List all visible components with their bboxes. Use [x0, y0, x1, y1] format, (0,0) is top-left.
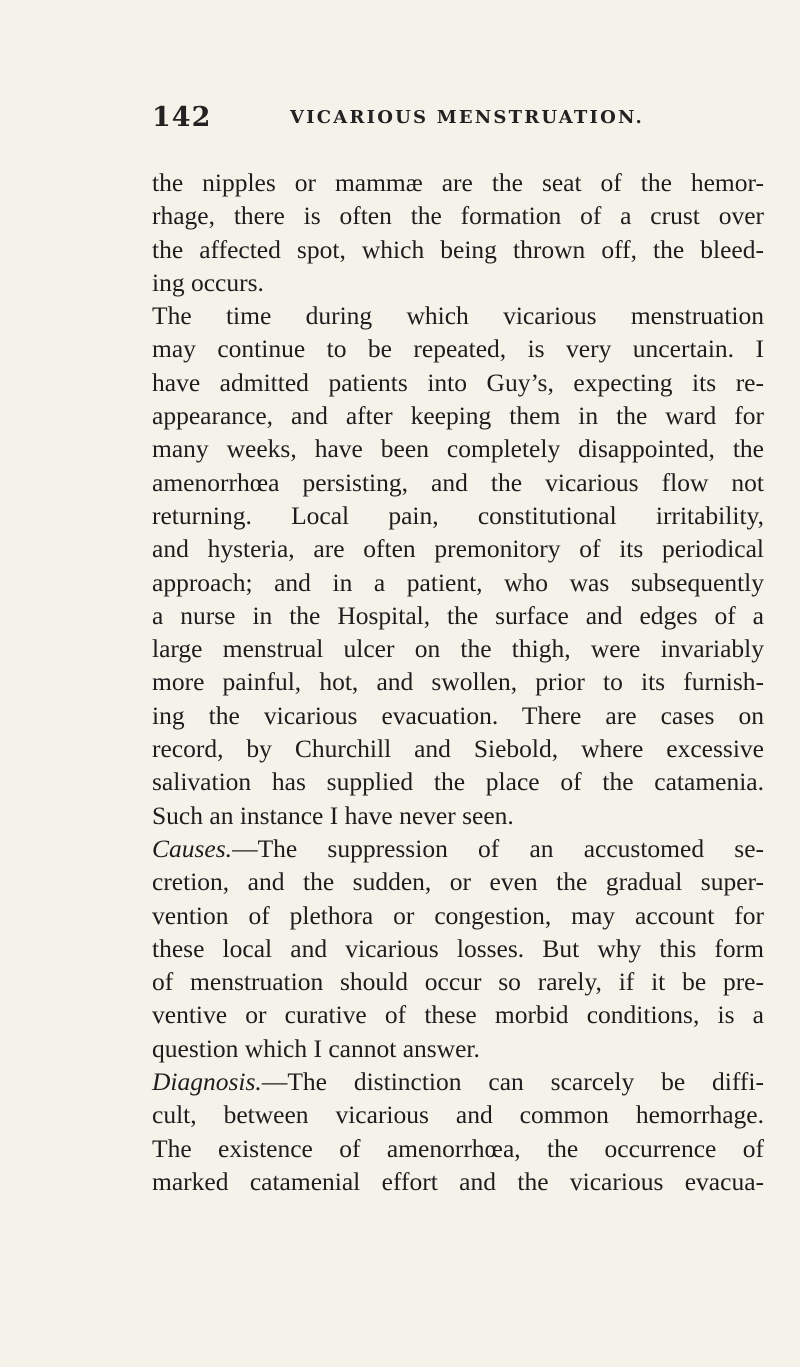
line-text: these local and vicarious losses. But why this form — [152, 933, 764, 963]
text-line — [152, 765, 764, 798]
text-line — [152, 932, 764, 965]
line-text: the nipples or mammæ are the seat of the hemor- — [152, 168, 764, 197]
line-text: approach; and in a patient, who was subsequently — [152, 567, 764, 597]
line-text: question which I cannot answer. — [152, 1033, 480, 1063]
line-text: record, by Churchill and Siebold, where excessive — [152, 734, 764, 764]
line-text: a nurse in the Hospital, the surface and edges of a — [152, 600, 764, 630]
line-text: salivation has supplied the place of the catamenia. — [152, 767, 764, 797]
text-line — [152, 499, 764, 532]
body-text — [152, 166, 764, 1198]
text-line — [152, 832, 764, 865]
text-line — [152, 799, 764, 832]
line-text: The existence of amenorrhœa, the occurrence of — [152, 1133, 764, 1163]
line-text: ing occurs. — [152, 267, 264, 297]
line-text: —The distinction can scarcely be diffi- — [261, 1067, 764, 1097]
line-text: appearance, and after keeping them in the ward for — [152, 401, 764, 431]
line-text: large menstrual ulcer on the thigh, were invariably — [152, 634, 764, 664]
text-line — [152, 1165, 764, 1198]
text-line — [152, 332, 764, 365]
text-line — [152, 699, 764, 732]
line-text: many weeks, have been completely disappointed, the — [152, 434, 764, 464]
text-line — [152, 432, 764, 465]
line-text: more painful, hot, and swollen, prior to its furnish- — [152, 667, 764, 697]
text-line — [152, 366, 764, 399]
text-line — [152, 998, 764, 1031]
text-line — [152, 233, 764, 266]
running-head: VICARIOUS MENSTRUATION. — [290, 107, 644, 128]
text-line — [152, 532, 764, 565]
line-text: Such an instance I have never seen. — [152, 800, 514, 830]
line-text: cult, between vicarious and common hemorrhage. — [152, 1100, 764, 1130]
line-text: marked catamenial effort and the vicarious evacua- — [152, 1166, 764, 1196]
line-text: the affected spot, which being thrown off, the bleed- — [152, 234, 764, 264]
line-text: The time during which vicarious menstruation — [152, 301, 764, 331]
text-line — [152, 665, 764, 698]
text-line — [152, 1032, 764, 1065]
line-text: —The suppression of an accustomed se- — [232, 833, 764, 863]
line-text: ventive or curative of these morbid conditions, is a — [152, 1000, 764, 1030]
page-header — [152, 102, 772, 142]
text-line — [152, 466, 764, 499]
text-line — [152, 865, 764, 898]
line-text: cretion, and the sudden, or even the gradual super- — [152, 867, 764, 897]
text-line — [152, 632, 764, 665]
text-line — [152, 299, 764, 332]
text-line — [152, 965, 764, 998]
text-line — [152, 399, 764, 432]
section-lead: Diagnosis. — [152, 1067, 262, 1097]
text-line — [152, 199, 764, 232]
page-number: 142 — [152, 102, 212, 133]
text-line — [152, 166, 764, 199]
line-text: amenorrhœa persisting, and the vicarious flow not — [152, 467, 764, 497]
text-line — [152, 899, 764, 932]
text-line — [152, 732, 764, 765]
text-line — [152, 599, 764, 632]
text-line — [152, 266, 764, 299]
line-text: ing the vicarious evacuation. There are cases on — [152, 700, 764, 730]
line-text: have admitted patients into Guy’s, expecting its re- — [152, 367, 764, 397]
text-line — [152, 1132, 764, 1165]
line-text: and hysteria, are often premonitory of its periodical — [152, 534, 764, 564]
line-text: returning. Local pain, constitutional irritability, — [152, 500, 764, 530]
line-text: vention of plethora or congestion, may account for — [152, 900, 764, 930]
line-text: of menstruation should occur so rarely, if it be pre- — [152, 967, 764, 997]
text-line — [152, 1065, 764, 1098]
section-lead: Causes. — [152, 833, 233, 863]
text-line — [152, 566, 764, 599]
text-line — [152, 1098, 764, 1131]
line-text: rhage, there is often the formation of a crust over — [152, 201, 764, 231]
line-text: may continue to be repeated, is very uncertain. I — [152, 334, 764, 364]
